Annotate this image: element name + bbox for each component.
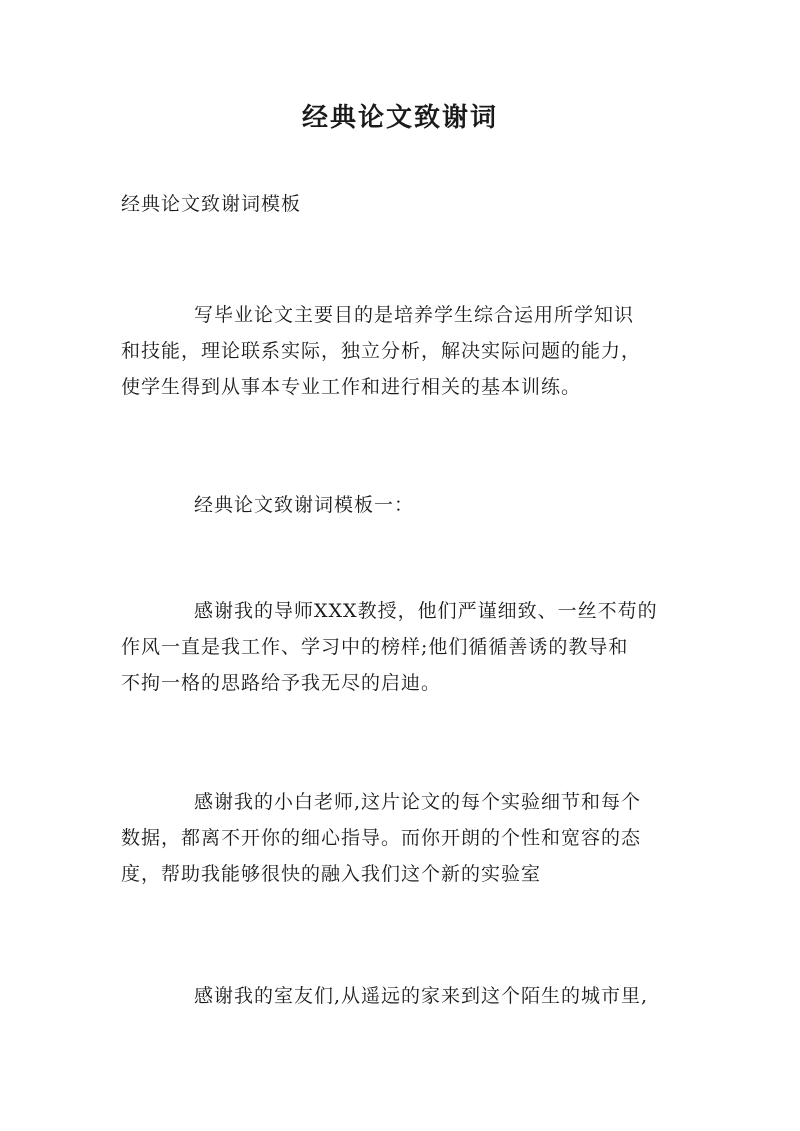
paragraph-line: 度，帮助我能够很快的融入我们这个新的实验室	[121, 863, 542, 885]
page-title: 经典论文致谢词	[301, 103, 498, 133]
paragraph-line: 数据，都离不开你的细心指导。而你开朗的个性和宽容的态	[121, 827, 642, 849]
paragraph-line: 和技能，理论联系实际，独立分析，解决实际问题的能力，	[121, 340, 642, 362]
paragraph-line: 感谢我的小白老师,这片论文的每个实验细节和每个	[194, 791, 642, 813]
paragraph-thanks-roommates	[121, 978, 691, 1014]
paragraph-line: 不拘一格的思路给予我无尽的启迪。	[121, 672, 442, 694]
paragraph-thanks-advisor	[121, 593, 691, 701]
paragraph-template-heading	[121, 487, 691, 523]
paragraph-line: 经典论文致谢词模板一：	[194, 494, 415, 516]
paragraph-line: 作风一直是我工作、学习中的榜样;他们循循善诱的教导和	[121, 636, 629, 658]
paragraph-line: 写毕业论文主要目的是培养学生综合运用所学知识	[194, 304, 635, 326]
paragraph-intro	[121, 297, 691, 405]
document-subtitle: 经典论文致谢词模板	[121, 193, 302, 215]
paragraph-line: 感谢我的室友们,从遥远的家来到这个陌生的城市里,	[194, 985, 649, 1007]
paragraph-line: 使学生得到从事本专业工作和进行相关的基本训练。	[121, 376, 582, 398]
paragraph-thanks-teacher	[121, 784, 691, 892]
paragraph-line: 感谢我的导师XXX教授，他们严谨细致、一丝不苟的	[194, 600, 658, 622]
